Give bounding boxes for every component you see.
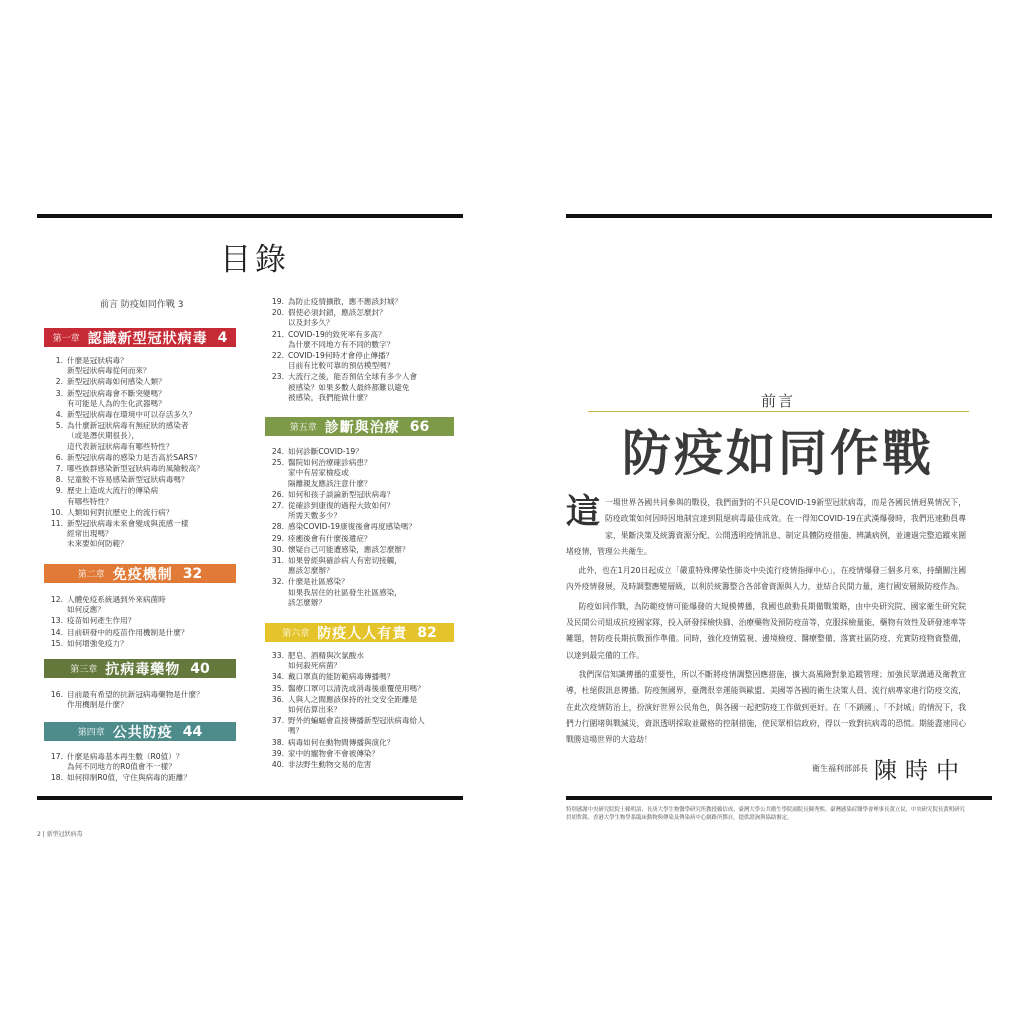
page-footer: 2 | 新型冠狀病毒 — [37, 831, 83, 838]
question-number: 16. — [50, 690, 63, 699]
toc-question-item[interactable] — [265, 458, 372, 489]
toc-question-item[interactable] — [44, 356, 151, 376]
question-number: 8. — [55, 475, 63, 485]
chapter-number: 第六章 — [282, 629, 310, 639]
toc-question-item[interactable] — [265, 351, 394, 371]
question-text: 野外的蝙蝠會直接傳播新型冠狀病毒給人 嗎？ — [288, 716, 425, 736]
signature-name: 陳時中 — [874, 758, 967, 784]
toc-question-item[interactable] — [44, 595, 166, 615]
question-text: 人類如何對抗歷史上的流行病？ — [67, 507, 174, 517]
question-text: 人體免疫系統遇到外來病菌時 如何反應？ — [67, 595, 166, 615]
chapter-page: 4 — [217, 329, 228, 346]
toc-preface-entry[interactable]: 前言 防疫如同作戰 3 — [100, 300, 184, 310]
toc-question-item[interactable] — [44, 519, 189, 550]
question-text: 歷史上造成大流行的傳染病 有哪些特性？ — [67, 486, 159, 506]
toc-question-item[interactable] — [44, 389, 166, 409]
toc-question-item[interactable] — [265, 534, 372, 544]
chapter-name: 認識新型冠狀病毒 — [87, 330, 208, 347]
question-text: 非法野生動物交易的危害 — [288, 760, 372, 769]
question-number: 34. — [271, 672, 284, 682]
question-number: 10. — [50, 507, 63, 517]
right-top-rule — [566, 214, 992, 218]
question-text: 從確診到康復的過程大致如何？ 所需天數多少？ — [288, 501, 395, 521]
chapter-bar[interactable] — [265, 417, 454, 436]
question-text: 戴口罩真的能防範病毒傳播嗎？ — [288, 672, 395, 682]
preface-paragraph: 此外，也在1月20日起成立「嚴重特殊傳染性肺炎中央流行疫情指揮中心」，在疫情爆發三個多月來，持續關注國內外疫情發展，及時調整應變層級，以利於統籌整合各部會資源與人力，並結合民間力量，進行國安層級防疫作為。 — [566, 566, 966, 592]
left-bottom-rule — [37, 796, 463, 800]
chapter-number: 第二章 — [77, 570, 105, 580]
chapter-number: 第五章 — [289, 423, 317, 433]
toc-question-item[interactable] — [265, 749, 379, 759]
toc-question-item[interactable] — [265, 556, 402, 576]
question-text: 如何診斷COVID-19？ — [288, 447, 363, 456]
chapter-name: 診斷與治療 — [324, 419, 400, 436]
toc-question-item[interactable] — [265, 297, 402, 307]
question-number: 36. — [271, 694, 284, 704]
question-number: 9. — [55, 486, 63, 496]
question-number: 26. — [271, 489, 284, 499]
left-top-rule — [37, 214, 463, 218]
chapter-name: 防疫人人有責 — [317, 625, 408, 642]
toc-question-item[interactable] — [44, 752, 183, 772]
question-text: 人與人之間應該保持的社交安全距離是 如何估算出來？ — [288, 694, 418, 714]
toc-question-item[interactable] — [44, 377, 166, 387]
toc-question-item[interactable] — [265, 760, 372, 770]
question-number: 2. — [55, 377, 63, 387]
question-number: 37. — [271, 716, 284, 726]
chapter-bar[interactable] — [44, 722, 236, 741]
preface-title: 防疫如同作戰 — [621, 424, 934, 482]
question-text: 如何和孩子談論新型冠狀病毒？ — [288, 489, 395, 499]
question-number: 27. — [271, 501, 284, 510]
heading-underline — [588, 411, 969, 412]
question-number: 24. — [271, 447, 284, 456]
question-text: 目前研發中的疫苗作用機制是什麼？ — [67, 627, 189, 637]
toc-question-item[interactable] — [265, 447, 363, 457]
chapter-number: 第三章 — [70, 665, 98, 675]
preface-paragraph: 防疫如同作戰，為防範疫情可能爆發的大規模傳播，我國也啟動長期備戰策略，由中央研究院、國家衛生研究院及民間公司組成抗疫國家隊，投入研發採檢快篩、治療藥物及預防疫苗等，克服採檢量能、藥物有效性及研發速率等難題，替防疫長期抗戰預作準備。同時，強化疫情監視、邊境檢疫、醫療整備、落實社區防疫、充實防疫物資整備，以達到最完備的工作。 — [566, 601, 966, 660]
toc-question-item[interactable] — [265, 308, 387, 328]
toc-question-item[interactable] — [44, 690, 204, 710]
question-text: 新型冠狀病毒如何感染人類？ — [67, 377, 166, 387]
question-text: 為什麼新冠狀病毒有無症狀的感染者 （或是潛伏期很長）， 這代表新冠狀病毒有哪些特性？ — [67, 421, 189, 451]
question-number: 5. — [55, 421, 63, 431]
question-number: 28. — [271, 522, 284, 532]
question-number: 19. — [271, 297, 284, 306]
question-number: 35. — [271, 683, 284, 693]
toc-question-item[interactable] — [265, 490, 394, 500]
chapter-bar[interactable] — [44, 659, 236, 678]
question-text: 如何抑制R0值，守住與病毒的距離？ — [67, 773, 192, 783]
question-text: 為防止疫情擴散，應不應該封城？ — [288, 297, 402, 306]
question-number: 39. — [271, 748, 284, 758]
toc-question-item[interactable] — [44, 773, 191, 783]
preface-paragraph: 我們深信知識傳播的重要性，所以不斷將疫情調整因應措施，擴大高風險對象追蹤管理；加強民眾溝通及衛教宣導，杜絕假訊息傳播。防疫無國界，臺灣很幸運能與歐盟、美國等各國的衛生決策人員、流行病專家進行防疫交流，在此次疫情防治上，扮演好世界公民角色，與各國一起把防疫工作做到更好。在「不鎖國」、「不封城」的情況下，我們力行圍堵與戰減災，資訊透明採取並嚴格的控制措施，使民眾相信政府，得以一致對抗病毒的恐慌。期能盡速同心戰勝這場世界的大造劫！ — [566, 669, 966, 745]
preface-paragraph: 這一場世界各國共同參與的戰役，我們面對的不只是COVID-19新型冠狀病毒，而是各國民情迥異情況下，防疫政策如何因時因地制宜達到阻絕病毒最佳成效。在一得知COVID-19在武漢爆發時，我們迅速動員專家，果斷決策及統籌資源分配、公開透明疫情訊息、制定具體防疫措施、辨識病例，並適過完整追蹤來圍堵疫情，管理公共衛生。 — [566, 492, 966, 556]
chapter-number: 第四章 — [77, 728, 105, 738]
question-text: 肥皂、酒精與次氯酸水 如何殺死病菌？ — [288, 651, 364, 671]
chapter-page: 44 — [182, 723, 203, 740]
question-number: 38. — [271, 737, 284, 747]
question-number: 18. — [50, 773, 63, 783]
toc-question-item[interactable] — [44, 464, 204, 474]
question-text: 家中的寵物會不會被傳染？ — [288, 748, 380, 758]
question-text: COVID-19何時才會停止傳播？ 目前有比較可靠的預估模型嗎？ — [288, 351, 395, 371]
question-text: 哪些族群感染新型冠狀病毒的風險較高？ — [67, 464, 204, 473]
chapter-page: 40 — [190, 660, 210, 677]
question-number: 17. — [50, 752, 63, 761]
question-number: 22. — [271, 351, 284, 360]
question-text: 醫院如何治療確診病患？ 家中有居家檢疫或 隔離親友應該注意什麼？ — [288, 458, 372, 488]
question-text: 什麼是冠狀病毒？ 新型冠狀病毒從何而來？ — [67, 356, 151, 376]
chapter-name: 免疫機制 — [112, 566, 173, 583]
question-number: 33. — [271, 651, 284, 660]
question-number: 40. — [271, 760, 284, 769]
toc-question-item[interactable] — [265, 522, 416, 532]
question-number: 13. — [50, 616, 63, 626]
question-text: 新型冠狀病毒未來會變成與流感一樣 經常出現嗎？ 未來要如何防範？ — [67, 519, 189, 549]
preface-body — [566, 492, 966, 751]
signature-title: 衛生福利部部長 — [812, 764, 868, 773]
question-number: 31. — [271, 556, 284, 565]
chapter-bar[interactable] — [265, 623, 454, 642]
question-number: 12. — [50, 595, 63, 604]
chapter-bar[interactable] — [44, 564, 236, 583]
question-text: 病毒如何在動物間傳播與演化？ — [288, 737, 395, 747]
chapter-bar[interactable] — [44, 328, 236, 347]
toc-question-item[interactable] — [265, 501, 394, 521]
chapter-number: 第一章 — [52, 334, 80, 344]
question-number: 6. — [55, 452, 63, 462]
toc-question-item[interactable] — [44, 453, 201, 463]
toc-question-item[interactable] — [265, 545, 410, 555]
question-text: 什麼是病毒基本再生數（R0值）？ 為何不同地方的R0值會不一樣？ — [67, 752, 184, 772]
toc-title: 目錄 — [220, 242, 290, 278]
acknowledgement-note: 特別感謝中央研究院院士賴明詔、長庚大學生物醫學研究所教授賴信成、臺灣大學公共衛生學院副院長陳秀熙、臺灣感染症醫學會理事長黃立民、中央研究院長黃明研究員胡哲銘、香港大學生物學系臨床動物與傳染及傳染病中心網路所鄧自，提供諮詢與協助審定。 — [566, 807, 965, 821]
toc-question-item[interactable] — [44, 616, 135, 626]
question-number: 15. — [50, 638, 63, 648]
signature-block — [812, 752, 967, 785]
toc-question-item[interactable] — [44, 639, 128, 649]
question-number: 21. — [271, 329, 284, 339]
question-text: 醫療口罩可以清洗或消毒後重覆使用嗎？ — [288, 683, 425, 693]
question-text: 目前最有希望的抗新冠病毒藥物是什麼？ 作用機制是什麼？ — [67, 690, 204, 710]
question-text: COVID-19的致死率有多高？ 為什麼不同地方有不同的數字？ — [288, 329, 395, 349]
question-number: 30. — [271, 544, 284, 554]
question-number: 23. — [271, 372, 284, 382]
chapter-name: 抗病毒藥物 — [105, 661, 181, 678]
question-text: 假使必須封鎖，應該怎麼封？ 以及封多久？ — [288, 308, 387, 328]
question-number: 3. — [55, 388, 63, 398]
toc-question-item[interactable] — [265, 695, 417, 715]
question-text: 什麼是社區感染？ 如果我居住的社區發生社區感染， 該怎麼辦？ — [288, 577, 402, 607]
question-number: 29. — [271, 533, 284, 543]
question-text: 如果曾經與確診病人有密切接觸， 應該怎麼辦？ — [288, 556, 402, 576]
chapter-name: 公共防疫 — [112, 724, 173, 741]
question-number: 20. — [271, 308, 284, 318]
chapter-page: 66 — [409, 418, 430, 435]
question-number: 4. — [55, 410, 63, 419]
question-number: 25. — [271, 458, 284, 468]
question-text: 痊癒後會有什麼後遺症？ — [288, 533, 372, 543]
preface-heading: 前言 — [760, 392, 795, 410]
toc-question-item[interactable] — [44, 508, 173, 518]
toc-question-item[interactable] — [265, 330, 394, 350]
question-text: 如何增強免疫力？ — [67, 638, 128, 648]
toc-question-item[interactable] — [265, 672, 394, 682]
right-bottom-rule — [566, 796, 992, 800]
toc-question-item[interactable] — [44, 475, 189, 485]
toc-question-item[interactable] — [265, 716, 425, 736]
question-text: 新型冠狀病毒在環境中可以存活多久？ — [67, 410, 197, 419]
question-text: 感染COVID-19康復後會再度感染嗎？ — [288, 522, 416, 532]
toc-question-item[interactable] — [44, 410, 196, 420]
toc-question-item[interactable] — [44, 421, 189, 452]
toc-question-item[interactable] — [265, 684, 425, 694]
question-text: 疫苗如何產生作用？ — [67, 616, 136, 626]
question-text: 兒童較不容易感染新型冠狀病毒嗎？ — [67, 475, 189, 485]
question-text: 懷疑自己可能遭感染，應該怎麼辦？ — [288, 544, 410, 554]
chapter-page: 82 — [417, 624, 437, 641]
toc-question-item[interactable] — [265, 372, 417, 403]
question-text: 新型冠狀病毒會不斷突變嗎？ 有可能是人為的生化武器嗎？ — [67, 388, 166, 408]
toc-question-item[interactable] — [44, 628, 189, 638]
toc-question-item[interactable] — [44, 486, 158, 506]
dropcap: 這 — [566, 492, 600, 532]
question-number: 7. — [55, 464, 63, 473]
toc-question-item[interactable] — [265, 577, 402, 608]
question-number: 32. — [271, 577, 284, 587]
toc-question-item[interactable] — [265, 651, 364, 671]
question-number: 11. — [50, 519, 63, 528]
question-number: 14. — [50, 627, 63, 637]
question-text: 大流行之後，能否預估全球有多少人會 被感染？如果多數人最終都難以避免 被感染，我們能做什麼？ — [288, 372, 418, 402]
question-number: 1. — [55, 356, 63, 365]
chapter-page: 32 — [182, 565, 203, 582]
question-text: 新型冠狀病毒的感染力是否高於SARS？ — [67, 452, 202, 462]
toc-question-item[interactable] — [265, 738, 394, 748]
